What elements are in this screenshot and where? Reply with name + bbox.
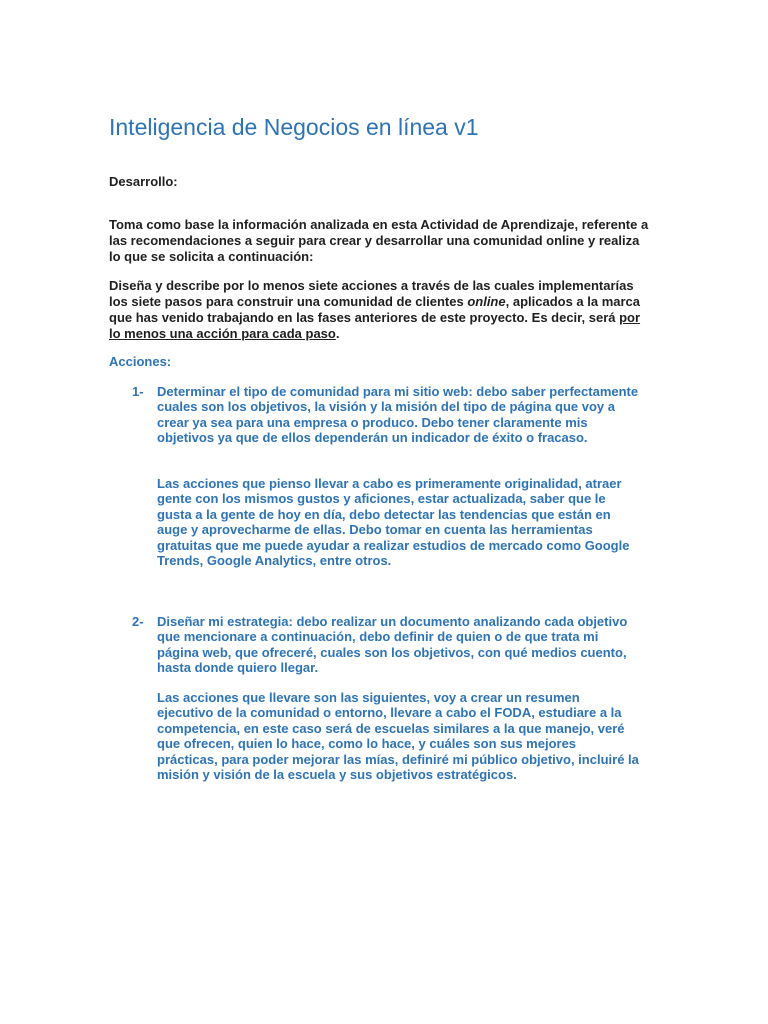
task-text-part2: , aplicados a la marca que has venido trabajando en las fases anteriores de este proyecto. Es decir, será [109, 294, 641, 325]
intro-paragraph: Toma como base la información analizada en esta Actividad de Aprendizaje, referente a las recomendaciones a seguir para crear y desarrollar una comunidad online y realiza lo que se solicita a continuación: [109, 217, 649, 264]
list-item-paragraph: Determinar el tipo de comunidad para mi sitio web: debo saber perfectamente cuales son los objetivos, la visión y la misión del tipo de página que voy a crear ya sea para una empresa o produco. Debo tener claramente mis objetivos ya que de ellos dependerán un indicador de éxito o fracaso. [157, 384, 639, 446]
list-item-number: 1- [132, 384, 144, 399]
section-heading-desarrollo: Desarrollo: [109, 174, 178, 189]
task-text-italic: online [467, 294, 506, 309]
list-item-number: 2- [132, 614, 144, 629]
list-item-paragraph: Las acciones que pienso llevar a cabo es primeramente originalidad, atraer gente con los mismos gustos y aficiones, estar actualizada, saber que le gusta a la gente de hoy en día, debo detectar las tendencias que están en auge y aprovecharme de ellas. Debo tomar en cuenta las herramientas gratuitas que me puede ayudar a realizar estudios de mercado como Google Trends, Google Analytics, entre otros. [157, 476, 630, 569]
document-title: Inteligencia de Negocios en línea v1 [109, 114, 479, 140]
actions-heading: Acciones: [109, 354, 172, 369]
task-paragraph [109, 278, 649, 342]
task-text-part1: Diseña y describe por lo menos siete acciones a través de las cuales implementarías los siete pasos para construir una comunidad de clientes [109, 278, 634, 309]
list-item-paragraph: Diseñar mi estrategia: debo realizar un documento analizando cada objetivo que mencionare a continuación, debo definir de quien o de que trata mi página web, que ofreceré, cuales son los objetivos, con qué medios cuento, hasta donde quiero llegar. [157, 614, 628, 676]
task-text-part3: . [335, 326, 340, 341]
task-text-underlined: por lo menos una acción para cada paso [109, 310, 641, 341]
list-item-paragraph: Las acciones que llevare son las siguientes, voy a crear un resumen ejecutivo de la comunidad o entorno, llevare a cabo el FODA, estudiare a la competencia, en este caso será de escuelas similares a la que manejo, veré que ofrecen, quien lo hace, como lo hace, y cuáles son sus mejores prácticas, para poder mejorar las mías, definiré mi público objetivo, incluiré la misión y visión de la escuela y sus objetivos estratégicos. [157, 690, 639, 783]
